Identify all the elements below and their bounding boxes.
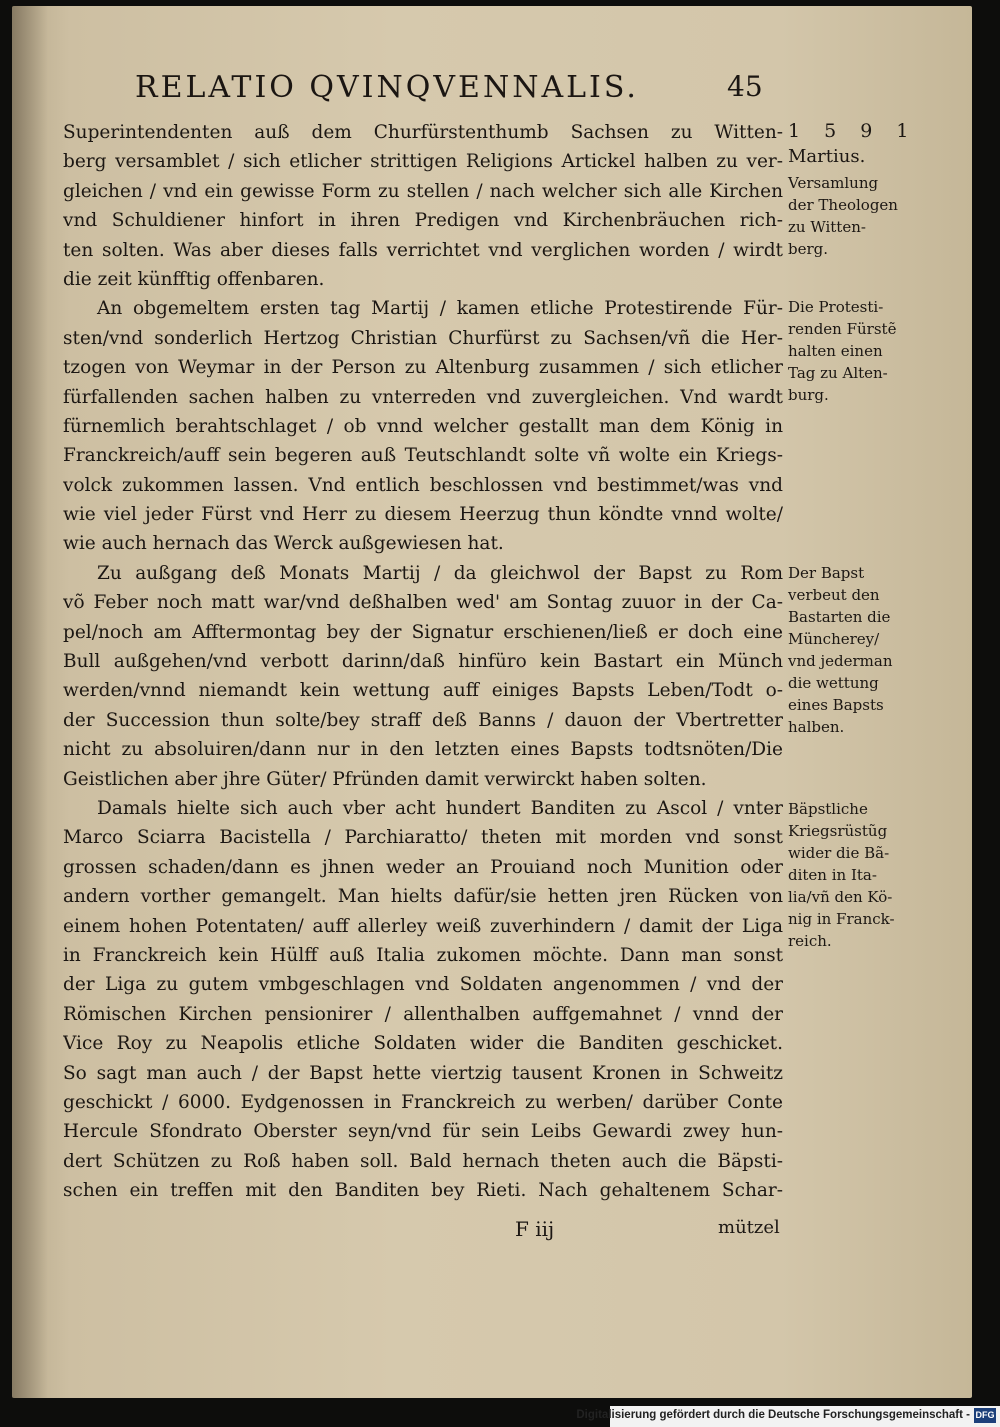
text-line: An obgemeltem ersten tag Martij / kamen etliche Protestirende Für- [97, 298, 783, 320]
margin-month: Martius. [788, 146, 866, 167]
digitization-footer [576, 1406, 1000, 1427]
body-text [63, 118, 783, 1205]
signature-mark: F iij [515, 1217, 555, 1241]
text-line: wie auch hernach das Werck außgewiesen hat. [63, 533, 504, 555]
text-line: fürfallenden sachen halben zu vnterreden vnd zuvergleichen. Vnd wardt [63, 386, 783, 408]
margin-note-line: Die Protesti- [788, 298, 884, 316]
margin-note-line: Müncherey/ [788, 630, 880, 648]
margin-note-line: Tag zu Alten- [788, 364, 888, 382]
text-line: einem hohen Potentaten/ auff allerley weiß zuverhindern / damit der Liga [63, 915, 783, 937]
margin-note-line: Kriegsrüstũg [788, 822, 888, 840]
margin-note-line: burg. [788, 386, 829, 404]
margin-note-line: Der Bapst [788, 564, 865, 582]
text-line: Marco Sciarra Bacistella / Parchiaratto/ theten mit morden vnd sonst [63, 827, 783, 849]
text-line: So sagt man auch / der Bapst hette viertzig tausent Kronen in Schweitz [63, 1062, 783, 1084]
text-line: der Succession thun solte/bey straff deß Banns / dauon der Vbertretter [63, 709, 783, 731]
margin-note-line: wider die Bã- [788, 844, 890, 862]
text-line: wie viel jeder Fürst vnd Herr zu diesem Heerzug thun köndte vnnd wolte/ [63, 504, 783, 526]
margin-note-theologians [788, 172, 928, 260]
margin-note-protestant-princes [788, 296, 928, 406]
text-line: tzogen von Weymar in der Person zu Altenburg zusammen / sich etlicher [63, 357, 783, 379]
text-line: Superintendenten auß dem Churfürstenthumb Sachsen zu Witten- [63, 122, 783, 143]
margin-note-line: verbeut den [788, 586, 880, 604]
margin-note-pope-decree [788, 562, 928, 738]
margin-year: 1 5 9 1 [788, 120, 918, 142]
text-line: dert Schützen zu Roß haben soll. Bald hernach theten auch die Bäpsti- [63, 1150, 783, 1172]
text-line: berg versamblet / sich etlicher strittigen Religions Artickel halben zu ver- [63, 151, 783, 173]
text-line: pel/noch am Afftermontag bey der Signatur erschienen/ließ er doch eine [63, 621, 783, 643]
digitization-credit: Digitalisierung gefördert durch die Deutsche Forschungsgemeinschaft - [576, 1409, 970, 1421]
text-line: vnd Schuldiener hinfort in ihren Predigen vnd Kirchenbräuchen rich- [63, 210, 783, 232]
text-line: gleichen / vnd ein gewisse Form zu stellen / nach welcher sich alle Kirchen [63, 180, 783, 202]
margin-note-line: halten einen [788, 342, 883, 360]
margin-note-line: diten in Ita- [788, 866, 877, 884]
text-line: Geistlichen aber jhre Güter/ Pfründen damit verwirckt haben solten. [63, 768, 707, 790]
text-line: Römischen Kirchen pensionirer / allenthalben auffgemahnet / vnnd der [63, 1003, 783, 1025]
margin-note-line: zu Witten- [788, 218, 866, 236]
text-line: võ Feber noch matt war/vnd deßhalben wed' am Sontag zuuor in der Ca- [63, 592, 783, 614]
margin-note-line: nig in Franck- [788, 910, 895, 928]
margin-note-line: Versamlung [788, 174, 879, 192]
margin-note-line: Bastarten die [788, 608, 891, 626]
margin-note-line: eines Bapsts [788, 696, 884, 714]
text-line: volck zukommen lassen. Vnd entlich beschlossen vnd bestimmet/was vnd [63, 474, 783, 496]
margin-note-line: berg. [788, 240, 829, 258]
text-line: der Liga zu gutem vmbgeschlagen vnd Soldaten angenommen / vnd der [63, 974, 783, 996]
margin-note-line: reich. [788, 932, 832, 950]
text-line: nicht zu absoluiren/dann nur in den letzten eines Bapsts todtsnöten/Die [63, 739, 783, 761]
text-line: Vice Roy zu Neapolis etliche Soldaten wider die Banditen geschicket. [63, 1033, 783, 1055]
margin-date [788, 118, 928, 170]
text-line: Franckreich/auff sein begeren auß Teutschlandt solte vñ wolte ein Kriegs- [63, 445, 783, 467]
text-line: fürnemlich berahtschlaget / ob vnnd welcher gestallt man dem König in [63, 415, 783, 437]
catchword: mützel [718, 1217, 780, 1238]
dfg-logo: DFG [974, 1408, 996, 1423]
text-line: Bull außgehen/vnd verbott darinn/daß hinfüro kein Bastart ein Münch [63, 651, 783, 673]
margin-note-line: halben. [788, 718, 845, 736]
margin-note-line: lia/vñ den Kö- [788, 888, 893, 906]
text-line: sten/vnd sonderlich Hertzog Christian Churfürst zu Sachsen/vñ die Her- [63, 327, 783, 349]
text-line: schen ein treffen mit den Banditen bey Rieti. Nach gehaltenem Schar- [63, 1180, 783, 1202]
text-line: andern vorther gemangelt. Man hielts dafür/sie hetten jren Rücken von [63, 886, 783, 908]
text-line: Hercule Sfondrato Oberster seyn/vnd für sein Leibs Gewardi zwey hun- [63, 1121, 783, 1143]
running-title: RELATIO QVINQVENNALIS. [135, 70, 639, 105]
text-line: Zu außgang deß Monats Martij / da gleichwol der Bapst zu Rom [97, 562, 783, 584]
text-line: grossen schaden/dann es jhnen weder an Prouiand noch Munition oder [63, 856, 783, 878]
text-line: ten solten. Was aber dieses falls verrichtet vnd verglichen worden / wirdt [63, 239, 783, 261]
text-line: werden/vnnd niemandt kein wettung auff einiges Bapsts Leben/Todt o- [63, 680, 783, 702]
margin-note-line: Bäpstliche [788, 800, 868, 818]
text-line: in Franckreich kein Hülff auß Italia zukomen möchte. Dann man sonst [63, 944, 783, 966]
margin-note-papal-war [788, 798, 928, 952]
text-line: Damals hielte sich auch vber acht hundert Banditen zu Ascol / vnter [97, 797, 783, 819]
margin-note-line: die wettung [788, 674, 879, 692]
margin-note-line: der Theologen [788, 196, 898, 214]
text-line: geschickt / 6000. Eydgenossen in Franckreich zu werben/ darüber Conte [63, 1091, 783, 1113]
margin-note-line: vnd jederman [788, 652, 893, 670]
page-gutter-shadow [12, 6, 48, 1398]
text-line: die zeit künfftig offenbaren. [63, 268, 325, 290]
margin-note-line: renden Fürstẽ [788, 320, 897, 338]
page-number: 45 [727, 70, 763, 103]
